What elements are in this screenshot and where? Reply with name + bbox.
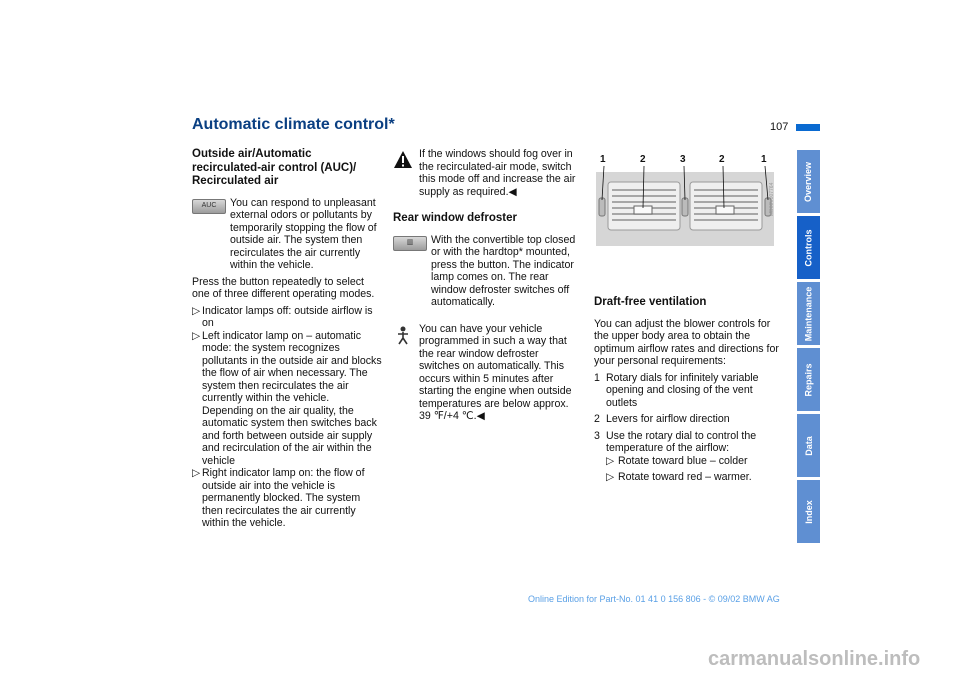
person-note-icon [393,325,413,345]
triangle-marker-icon: ▷ [192,329,201,342]
warning-block [393,148,581,202]
list-item-number: 3 [594,429,600,442]
list-item [192,467,382,530]
auc-mode-list [192,305,382,530]
sidebar-tab-label: Index [803,499,814,524]
figure-label-2: 2 [640,154,646,165]
list-item [192,305,382,330]
triangle-marker-icon: ▷ [606,454,615,467]
auc-press: Press the button repeatedly to select one of three different operating modes. [192,275,375,300]
list-item [594,413,784,426]
sidebar-tab-label: Overview [803,161,814,202]
defroster-block [393,234,581,313]
sidebar-tab-label: Data [803,435,814,456]
auc-button-icon [192,199,226,214]
vent-illustration [594,150,777,280]
program-note-text: You can have your vehicle programmed in such a way that the rear window defroster switches on automatically. This occurs within 5 minutes after starting the engine when outside temperatures are below approx. 39 ℉/+4 ℃.◀ [419,322,572,422]
list-item [192,330,382,468]
column-defroster [393,148,581,427]
auc-heading: Outside air/Automatic recirculated-air control (AUC)/ Recirculated air [192,148,357,187]
figure-label-3: 3 [680,154,686,165]
list-item-number: 1 [594,371,600,384]
list-item [606,455,784,468]
figure-label-1: 1 [600,154,606,165]
list-item [594,372,784,410]
list-item-text: Indicator lamps off: outside airflow is on [202,304,373,329]
program-note-block [393,323,581,427]
ventilation-intro: You can adjust the blower controls for the upper body area to obtain the optimum airflow rates and directions for your personal requirements: [594,317,779,367]
sidebar-tab-label: Repairs [803,362,814,397]
list-item-number: 2 [594,413,600,425]
defroster-button-icon [393,236,427,251]
defroster-text: With the convertible top closed or with the hardtop* mounted, press the button. The indicator lamp comes on. The rear window defroster switches off automatically. [431,233,576,308]
triangle-marker-icon: ▷ [192,467,201,479]
warning-text: If the windows should fog over in the recirculated-air mode, switch this mode off and increase the air supply as required.◀ [419,148,576,198]
page-title: Automatic climate control* [192,116,395,133]
sidebar-tab-data[interactable] [797,414,820,477]
triangle-marker-icon: ▷ [606,471,615,483]
photo-code: MD00V007764 [769,182,775,216]
triangle-marker-icon: ▷ [192,304,201,317]
auc-icon-label: AUC [201,201,217,209]
vent-figure [594,150,777,280]
footer-edition-text: Online Edition for Part-No. 01 41 0 156 806 - © 09/02 BMW AG [528,594,780,604]
sidebar-tab-index[interactable] [797,480,820,543]
sidebar-tab-label: Controls [803,229,814,266]
warning-triangle-icon [393,150,413,170]
sidebar-tab-maintenance[interactable] [797,282,820,345]
auc-intro-block [192,197,382,276]
column-ventilation [594,296,784,488]
list-item [594,430,784,484]
list-item-text: Rotary dials for infinitely variable opening and closing of the vent outlets [606,371,759,409]
list-item-text: Right indicator lamp on: the flow of outside air into the vehicle is permanently blocked. The system then recirculates the air currently within the vehicle. [202,467,365,529]
sidebar-tab-controls[interactable] [797,216,820,279]
sidebar-tab-overview[interactable] [797,150,820,213]
sidebar-tab-repairs[interactable] [797,348,820,411]
ventilation-list [594,372,784,484]
defroster-heading: Rear window defroster [393,212,517,224]
column-auc [192,148,382,530]
list-item-text: Left indicator lamp on – automatic mode: the system recognizes pollutants in the outside air and blocks the flow of air when necessary. The system then recirculates the air currently within the vehicle. Depending on the air quality, the automatic system then switches back and forth between outside air supply and recirculation of the air within the vehicle [202,329,382,467]
auc-intro: You can respond to unpleasant external odors or pollutants by temporarily stopping the flow of outside air. The system then recirculates the air currently within the vehicle. [230,196,377,271]
list-item-text: Use the rotary dial to control the temperature of the airflow: [606,429,757,454]
page-number: 107 [770,121,789,133]
defroster-icon-label: ▥ [406,238,414,246]
figure-label-1-right: 1 [761,154,767,165]
list-item-text: Levers for airflow direction [606,413,730,425]
ventilation-heading: Draft-free ventilation [594,296,707,308]
list-item-text: Rotate toward red – warmer. [618,471,752,483]
sidebar-tab-label: Maintenance [803,286,814,341]
page-number-bar [796,124,820,131]
watermark: carmanualsonline.info [708,648,921,670]
figure-label-2-right: 2 [719,154,725,165]
list-item [606,471,784,484]
ventilation-sub-list [606,455,784,484]
list-item-text: Rotate toward blue – colder [618,454,748,467]
